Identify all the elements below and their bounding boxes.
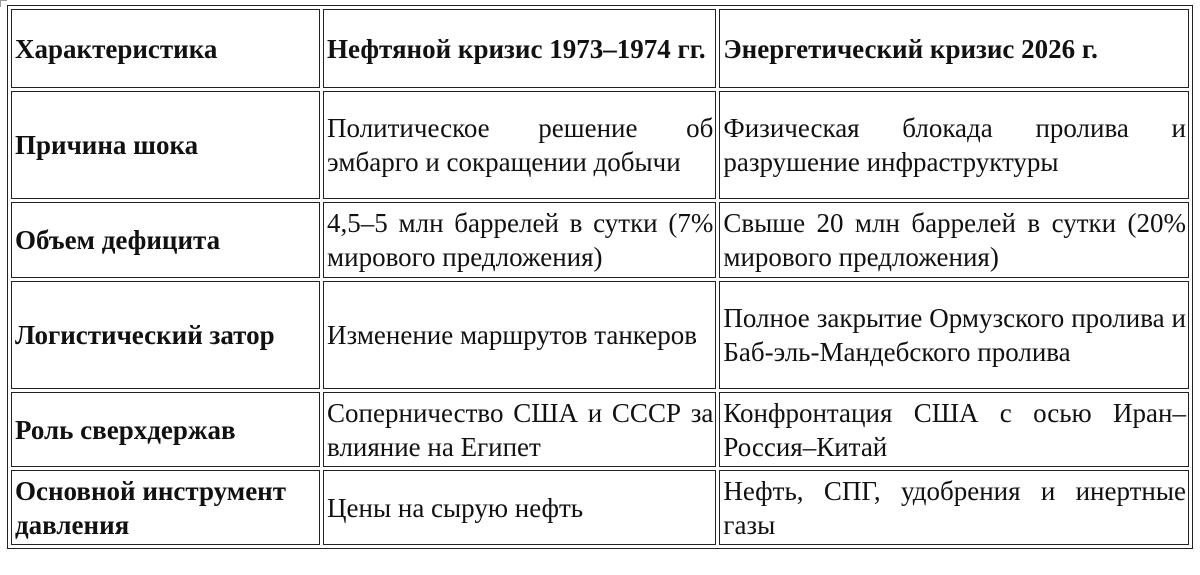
header-crisis-1973: Нефтяной кризис 1973–1974 гг. [323,9,716,88]
table-row [11,202,1189,278]
comparison-table [7,5,1193,549]
row-label: Роль сверхдержав [11,392,320,467]
cell-crisis-1973: Изменение маршрутов танкеров [323,281,716,389]
cell-crisis-1973: Политическое решение об эмбарго и сокращении добычи [323,91,716,199]
row-label: Основной инструмент давления [11,470,320,545]
cell-crisis-2026: Нефть, СПГ, удобрения и инертные газы [719,470,1189,545]
corner-mark [0,0,7,7]
table-row [11,470,1189,545]
row-label: Причина шока [11,91,320,199]
cell-crisis-2026: Свыше 20 млн баррелей в сутки (20% мирового предложения) [719,202,1189,278]
cell-crisis-2026: Конфронтация США с осью Иран–Россия–Китай [719,392,1189,467]
row-label: Объем дефицита [11,202,320,278]
header-crisis-2026: Энергетический кризис 2026 г. [719,9,1189,88]
cell-crisis-2026: Физическая блокада пролива и разрушение инфраструктуры [719,91,1189,199]
table-row [11,281,1189,389]
cell-crisis-1973: Цены на сырую нефть [323,470,716,545]
cell-crisis-1973: Соперничество США и СССР за влияние на Египет [323,392,716,467]
header-characteristic: Характеристика [11,9,320,88]
cell-crisis-1973: 4,5–5 млн баррелей в сутки (7% мирового предложения) [323,202,716,278]
table-header-row [11,9,1189,88]
table-row [11,392,1189,467]
row-label: Логистический затор [11,281,320,389]
table-row [11,91,1189,199]
cell-crisis-2026: Полное закрытие Ормузского пролива и Баб-эль-Мандебского пролива [719,281,1189,389]
